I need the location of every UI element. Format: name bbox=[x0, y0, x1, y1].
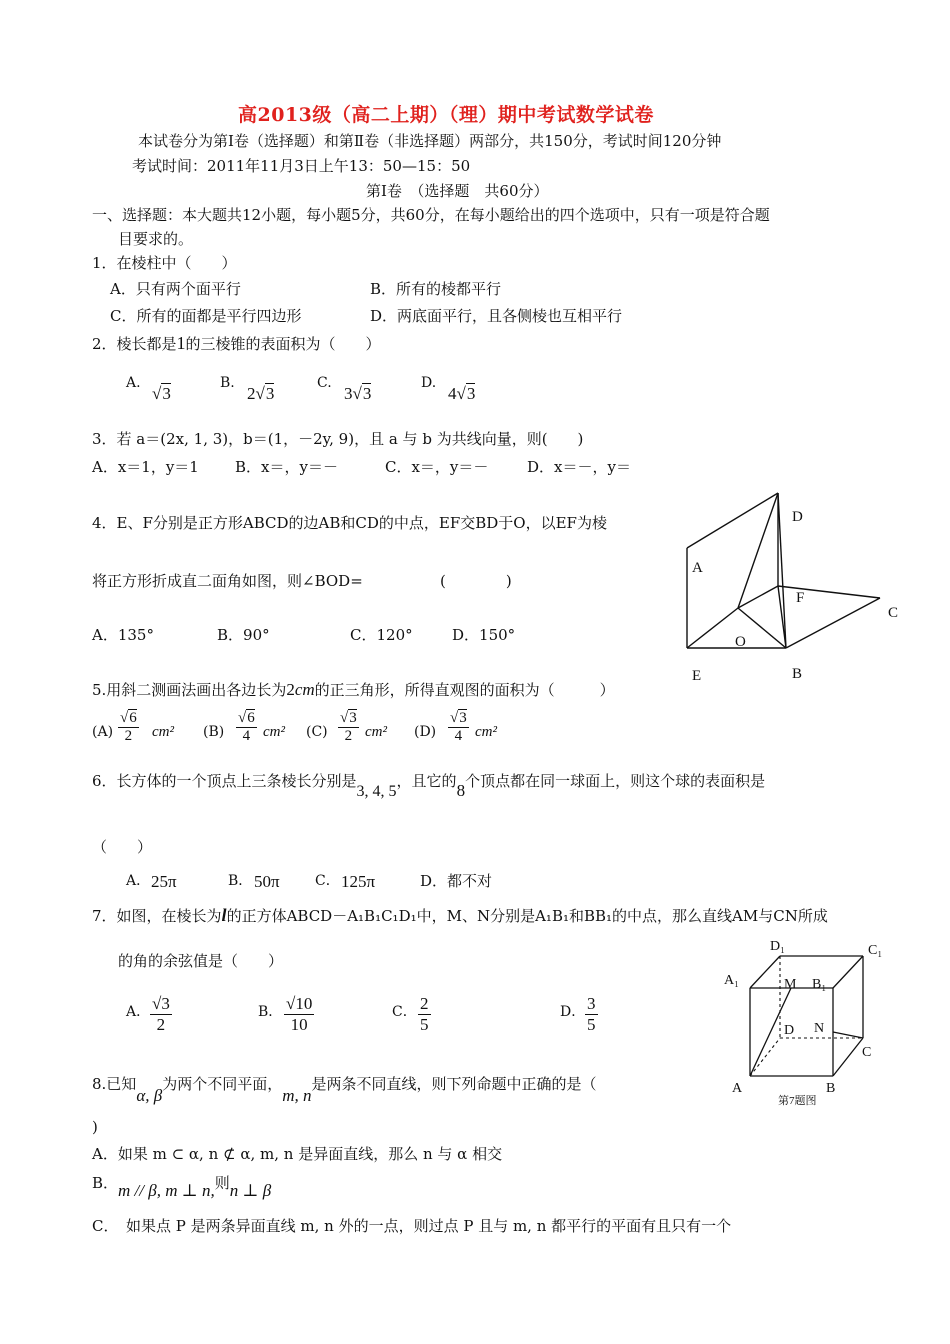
q5-option-a-frac: $\frac{√6}{2}$ bbox=[120, 710, 137, 745]
q8-option-b-label: B． bbox=[92, 1174, 119, 1192]
exam-time: 考试时间：2011年11月3日上午13：50—15：50 bbox=[132, 157, 471, 175]
q8-option-b-premise: m // β, m ⊥ n, bbox=[118, 1181, 215, 1200]
q8-option-c: C． 如果点 P 是两条异面直线 m, n 外的一点，则过点 P 且与 m, n 都平行的平面有且只有一个 bbox=[92, 1217, 732, 1235]
q4-option-b: B．90° bbox=[217, 626, 270, 644]
q8-stem-post: 是两条不同直线，则下列命题中正确的是（ bbox=[311, 1075, 597, 1093]
q4-stem-line-2: 将正方形折成直二面角如图，则∠BOD= bbox=[92, 572, 363, 590]
q3-option-d: D．x＝－，y＝ bbox=[527, 458, 631, 476]
q8-stem bbox=[92, 1073, 597, 1105]
q3-stem: 3．若 a＝(2x, 1, 3)，b＝(1，－2y, 9)，且 a 与 b 为共线向量，则( ) bbox=[92, 430, 584, 448]
q8-stem-mid: 为两个不同平面， bbox=[162, 1075, 283, 1093]
q8-lines: m, n bbox=[282, 1086, 312, 1105]
q5-stem bbox=[92, 679, 615, 700]
q7-label-D1: D₁ bbox=[770, 939, 785, 954]
q6-lengths: 3, 4, 5 bbox=[356, 783, 397, 800]
q6-stem-mid: ，且它的 bbox=[396, 772, 457, 790]
q2-option-a-label: A. bbox=[126, 375, 141, 391]
q1-option-d: D．两底面平行，且各侧棱也互相平行 bbox=[370, 307, 623, 325]
q4-option-a: A．135° bbox=[92, 626, 154, 644]
q7-label-M: M bbox=[784, 977, 797, 992]
q7-segment-CN bbox=[833, 1032, 863, 1038]
q2-edge-one: 1 bbox=[176, 333, 186, 353]
q4-option-d: D．150° bbox=[452, 626, 516, 644]
q7-label-C1: C₁ bbox=[868, 943, 883, 958]
q4-label-E: E bbox=[692, 668, 702, 684]
q4-label-D: D bbox=[792, 509, 803, 525]
q6-option-b-label: B． bbox=[228, 873, 253, 889]
q7-option-c-label: C． bbox=[392, 1004, 417, 1020]
q3-option-b: B．x＝，y＝－ bbox=[235, 458, 338, 476]
q7-label-B1: B₁ bbox=[812, 977, 827, 992]
q6-option-a-label: A． bbox=[126, 873, 151, 889]
q7-option-a-label: A． bbox=[126, 1004, 151, 1020]
q7-stem-line-2: 的角的余弦值是（ ） bbox=[118, 952, 284, 970]
q7-label-C: C bbox=[862, 1045, 872, 1060]
q2-option-b-label: B. bbox=[220, 375, 235, 391]
q7-stem bbox=[92, 905, 828, 926]
q7-option-c-frac: $\frac{2}{5}$ bbox=[420, 994, 429, 1034]
q7-edge-BC bbox=[833, 1038, 863, 1076]
q5-stem-post: 的正三角形，所得直观图的面积为（ ） bbox=[314, 681, 615, 699]
q5-unit: cm bbox=[294, 680, 315, 699]
q2-option-a: √3 bbox=[152, 384, 171, 403]
q5-length: 2 bbox=[286, 680, 295, 699]
q6-option-b: 50π bbox=[254, 872, 280, 891]
q4-label-A: A bbox=[692, 560, 703, 576]
q5-option-c-unit: cm² bbox=[365, 724, 387, 740]
q7-label-A1: A₁ bbox=[724, 973, 739, 988]
q5-option-a-label: (A) bbox=[92, 724, 114, 740]
q4-figure bbox=[680, 488, 905, 688]
q7-cube-figure bbox=[718, 928, 898, 1113]
q4-stem-line-1: 4．E、F分别是正方形ABCD的边AB和CD的中点，EF交BD于O，以EF为棱 bbox=[92, 514, 607, 532]
q5-option-d-frac: $\frac{√3}{4}$ bbox=[450, 710, 467, 745]
q6-stem-pre: 6．长方体的一个顶点上三条棱长分别是 bbox=[92, 772, 357, 790]
q6-answer-paren: （ ） bbox=[92, 838, 153, 856]
q5-option-a-unit: cm² bbox=[152, 724, 174, 740]
q5-option-b-label: (B) bbox=[203, 724, 225, 740]
q4-edge-FC bbox=[778, 586, 880, 598]
q7-option-d-frac: $\frac{3}{5}$ bbox=[587, 994, 596, 1034]
page-title: 高2013级（高二上期）（理）期中考试数学试卷 bbox=[238, 104, 654, 126]
q4-answer-paren: ( ) bbox=[440, 572, 512, 590]
q4-edge-AD bbox=[687, 493, 778, 548]
q2-stem-post: 的三棱锥的表面积为（ ） bbox=[185, 335, 381, 353]
q2-option-b: 2√3 bbox=[247, 384, 275, 403]
q2-option-c-label: C. bbox=[317, 375, 332, 391]
q7-edge-length: l bbox=[221, 905, 227, 925]
q8-planes: α, β bbox=[136, 1086, 163, 1105]
q5-option-d-label: (D) bbox=[414, 724, 437, 740]
q8-option-b bbox=[118, 1174, 272, 1201]
q2-option-c: 3√3 bbox=[344, 384, 372, 403]
q7-stem-pre: 7．如图，在棱长为 bbox=[92, 907, 222, 925]
q2-stem bbox=[92, 333, 381, 354]
q4-label-C: C bbox=[888, 605, 899, 621]
instructions-line-1: 一、选择题：本大题共12小题，每小题5分，共60分，在每小题给出的四个选项中，只有一项是符合题 bbox=[92, 206, 770, 224]
q7-edge-D1A1 bbox=[750, 956, 780, 988]
q5-stem-pre: 5.用斜二测画法画出各边长为 bbox=[92, 681, 287, 699]
q4-edge-OD bbox=[738, 493, 778, 608]
q7-label-N: N bbox=[814, 1021, 825, 1036]
q8-stem-pre: 8.已知 bbox=[92, 1075, 137, 1093]
q3-option-c: C．x＝，y＝－ bbox=[385, 458, 489, 476]
q5-option-c-label: (C) bbox=[306, 724, 328, 740]
q7-label-B: B bbox=[826, 1081, 836, 1096]
q2-option-d-label: D. bbox=[421, 375, 437, 391]
q1-option-b: B．所有的棱都平行 bbox=[370, 280, 502, 298]
q7-stem-post: 的正方体ABCD－A₁B₁C₁D₁中，M、N分别是A₁B₁和BB₁的中点，那么直线AM与CN所成 bbox=[226, 907, 828, 925]
q6-option-a: 25π bbox=[151, 872, 177, 891]
q6-stem-post: 个顶点都在同一球面上，则这个球的表面积是 bbox=[465, 772, 766, 790]
q7-option-a-frac: $\frac{√3}{2}$ bbox=[152, 994, 170, 1034]
q7-label-D: D bbox=[784, 1023, 795, 1038]
q8-option-b-then: 则 bbox=[214, 1174, 230, 1192]
q6-stem bbox=[92, 770, 766, 800]
instructions-line-2: 目要求的。 bbox=[118, 230, 194, 248]
q8-option-a: A．如果 m ⊂ α, n ⊄ α, m, n 是异面直线，那么 n 与 α 相交 bbox=[92, 1145, 503, 1163]
q8-stem-close: ) bbox=[92, 1118, 98, 1136]
q8-option-b-conclusion: n ⊥ β bbox=[229, 1181, 272, 1200]
q6-vertex-count: 8 bbox=[456, 781, 466, 800]
q1-option-a: A．只有两个面平行 bbox=[110, 280, 241, 298]
q5-option-b-frac: $\frac{√6}{4}$ bbox=[238, 710, 255, 745]
q7-figure-caption: 第7题图 bbox=[778, 1095, 817, 1107]
q4-label-F: F bbox=[796, 590, 805, 606]
section-heading: 第Ⅰ卷 （选择题 共60分） bbox=[366, 182, 549, 200]
q7-edge-B1C1 bbox=[833, 956, 863, 988]
q1-option-c: C．所有的面都是平行四边形 bbox=[110, 307, 302, 325]
q4-label-O: O bbox=[735, 634, 746, 650]
q7-option-b-frac: $\frac{√10}{10}$ bbox=[286, 994, 313, 1034]
q5-option-c-frac: $\frac{√3}{2}$ bbox=[340, 710, 357, 745]
q5-option-b-unit: cm² bbox=[263, 724, 285, 740]
q4-option-c: C．120° bbox=[350, 626, 413, 644]
q7-option-b-label: B． bbox=[258, 1004, 283, 1020]
q6-option-c-label: C． bbox=[315, 873, 340, 889]
q7-label-A: A bbox=[732, 1081, 743, 1096]
q7-option-d-label: D． bbox=[560, 1004, 586, 1020]
q4-edge-BD bbox=[778, 493, 786, 648]
q6-option-c: 125π bbox=[341, 872, 376, 891]
q2-stem-pre: 2．棱长都是 bbox=[92, 335, 177, 353]
q4-edge-EO bbox=[687, 608, 738, 648]
q2-option-d: 4√3 bbox=[448, 384, 476, 403]
q3-option-a: A．x＝1，y＝1 bbox=[92, 458, 199, 476]
q1-stem: 1．在棱柱中（ ） bbox=[92, 254, 237, 272]
q5-option-d-unit: cm² bbox=[475, 724, 497, 740]
exam-intro: 本试卷分为第Ⅰ卷（选择题）和第Ⅱ卷（非选择题）两部分，共150分，考试时间120分钟 bbox=[138, 132, 722, 150]
q6-option-d: D．都不对 bbox=[420, 872, 493, 890]
q4-label-B: B bbox=[792, 666, 803, 682]
